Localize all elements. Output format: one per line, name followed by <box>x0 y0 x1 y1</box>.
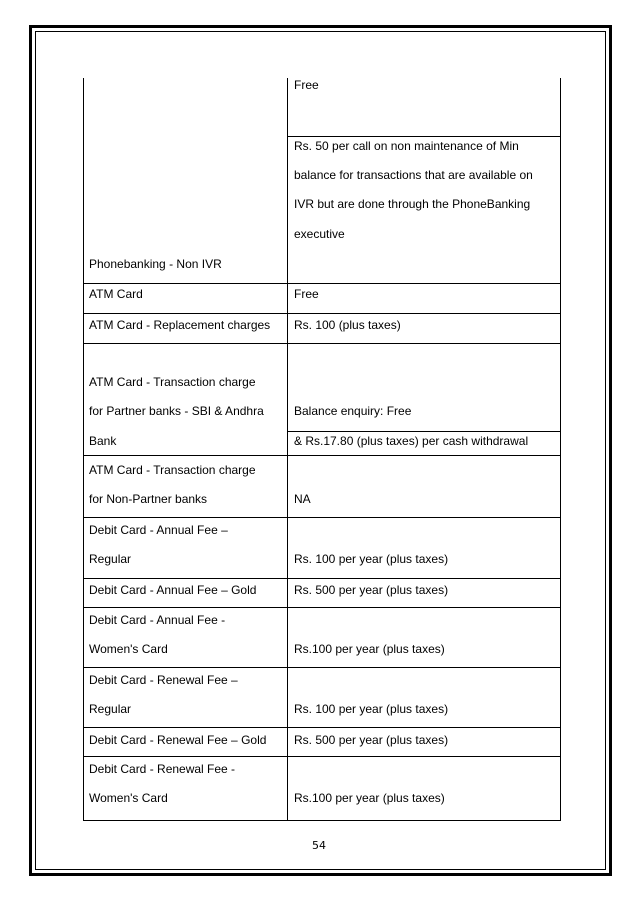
charge-cell: Rs. 100 per year (plus taxes) <box>294 702 449 716</box>
charge-cell-line: Balance enquiry: Free <box>294 404 412 418</box>
service-cell-line: ATM Card - Transaction charge <box>89 463 256 477</box>
charge-cell: Rs. 100 (plus taxes) <box>294 318 401 332</box>
page-number: 54 <box>312 839 326 852</box>
service-cell-line: Women's Card <box>89 791 168 805</box>
charge-cell-line: Rs. 50 per call on non maintenance of Min <box>294 139 519 153</box>
service-cell: ATM Card <box>89 287 143 301</box>
service-cell-line: Debit Card - Annual Fee – <box>89 523 228 537</box>
charge-cell: Rs.100 per year (plus taxes) <box>294 642 445 656</box>
service-cell: Phonebanking - Non IVR <box>89 257 222 271</box>
service-cell: Debit Card - Renewal Fee – Gold <box>89 733 267 747</box>
charge-cell: Free <box>294 78 319 92</box>
service-cell-line: Debit Card - Renewal Fee – <box>89 673 238 687</box>
service-cell-line: ATM Card - Transaction charge <box>89 375 256 389</box>
service-cell: Debit Card - Annual Fee – Gold <box>89 583 257 597</box>
charge-cell-line: balance for transactions that are available on <box>294 168 533 182</box>
charge-cell: Rs.100 per year (plus taxes) <box>294 791 445 805</box>
charge-cell: NA <box>294 492 311 506</box>
charge-cell: Rs. 500 per year (plus taxes) <box>294 733 449 747</box>
charge-cell: Free <box>294 287 319 301</box>
service-cell-line: Regular <box>89 552 132 566</box>
service-cell: ATM Card - Replacement charges <box>89 318 271 332</box>
service-cell-line: Debit Card - Annual Fee - <box>89 613 226 627</box>
service-cell-line: for Partner banks - SBI & Andhra <box>89 404 264 418</box>
service-cell-line: Bank <box>89 434 117 448</box>
service-cell-line: Women's Card <box>89 642 168 656</box>
charge-cell: Rs. 500 per year (plus taxes) <box>294 583 449 597</box>
charge-cell-line: executive <box>294 227 345 241</box>
service-cell-line: Debit Card - Renewal Fee - <box>89 762 236 776</box>
charge-cell-line: & Rs.17.80 (plus taxes) per cash withdrawal <box>294 434 529 448</box>
service-cell-line: for Non-Partner banks <box>89 492 208 506</box>
charge-cell: Rs. 100 per year (plus taxes) <box>294 552 449 566</box>
charge-cell-line: IVR but are done through the PhoneBanking <box>294 197 531 211</box>
service-cell-line: Regular <box>89 702 132 716</box>
